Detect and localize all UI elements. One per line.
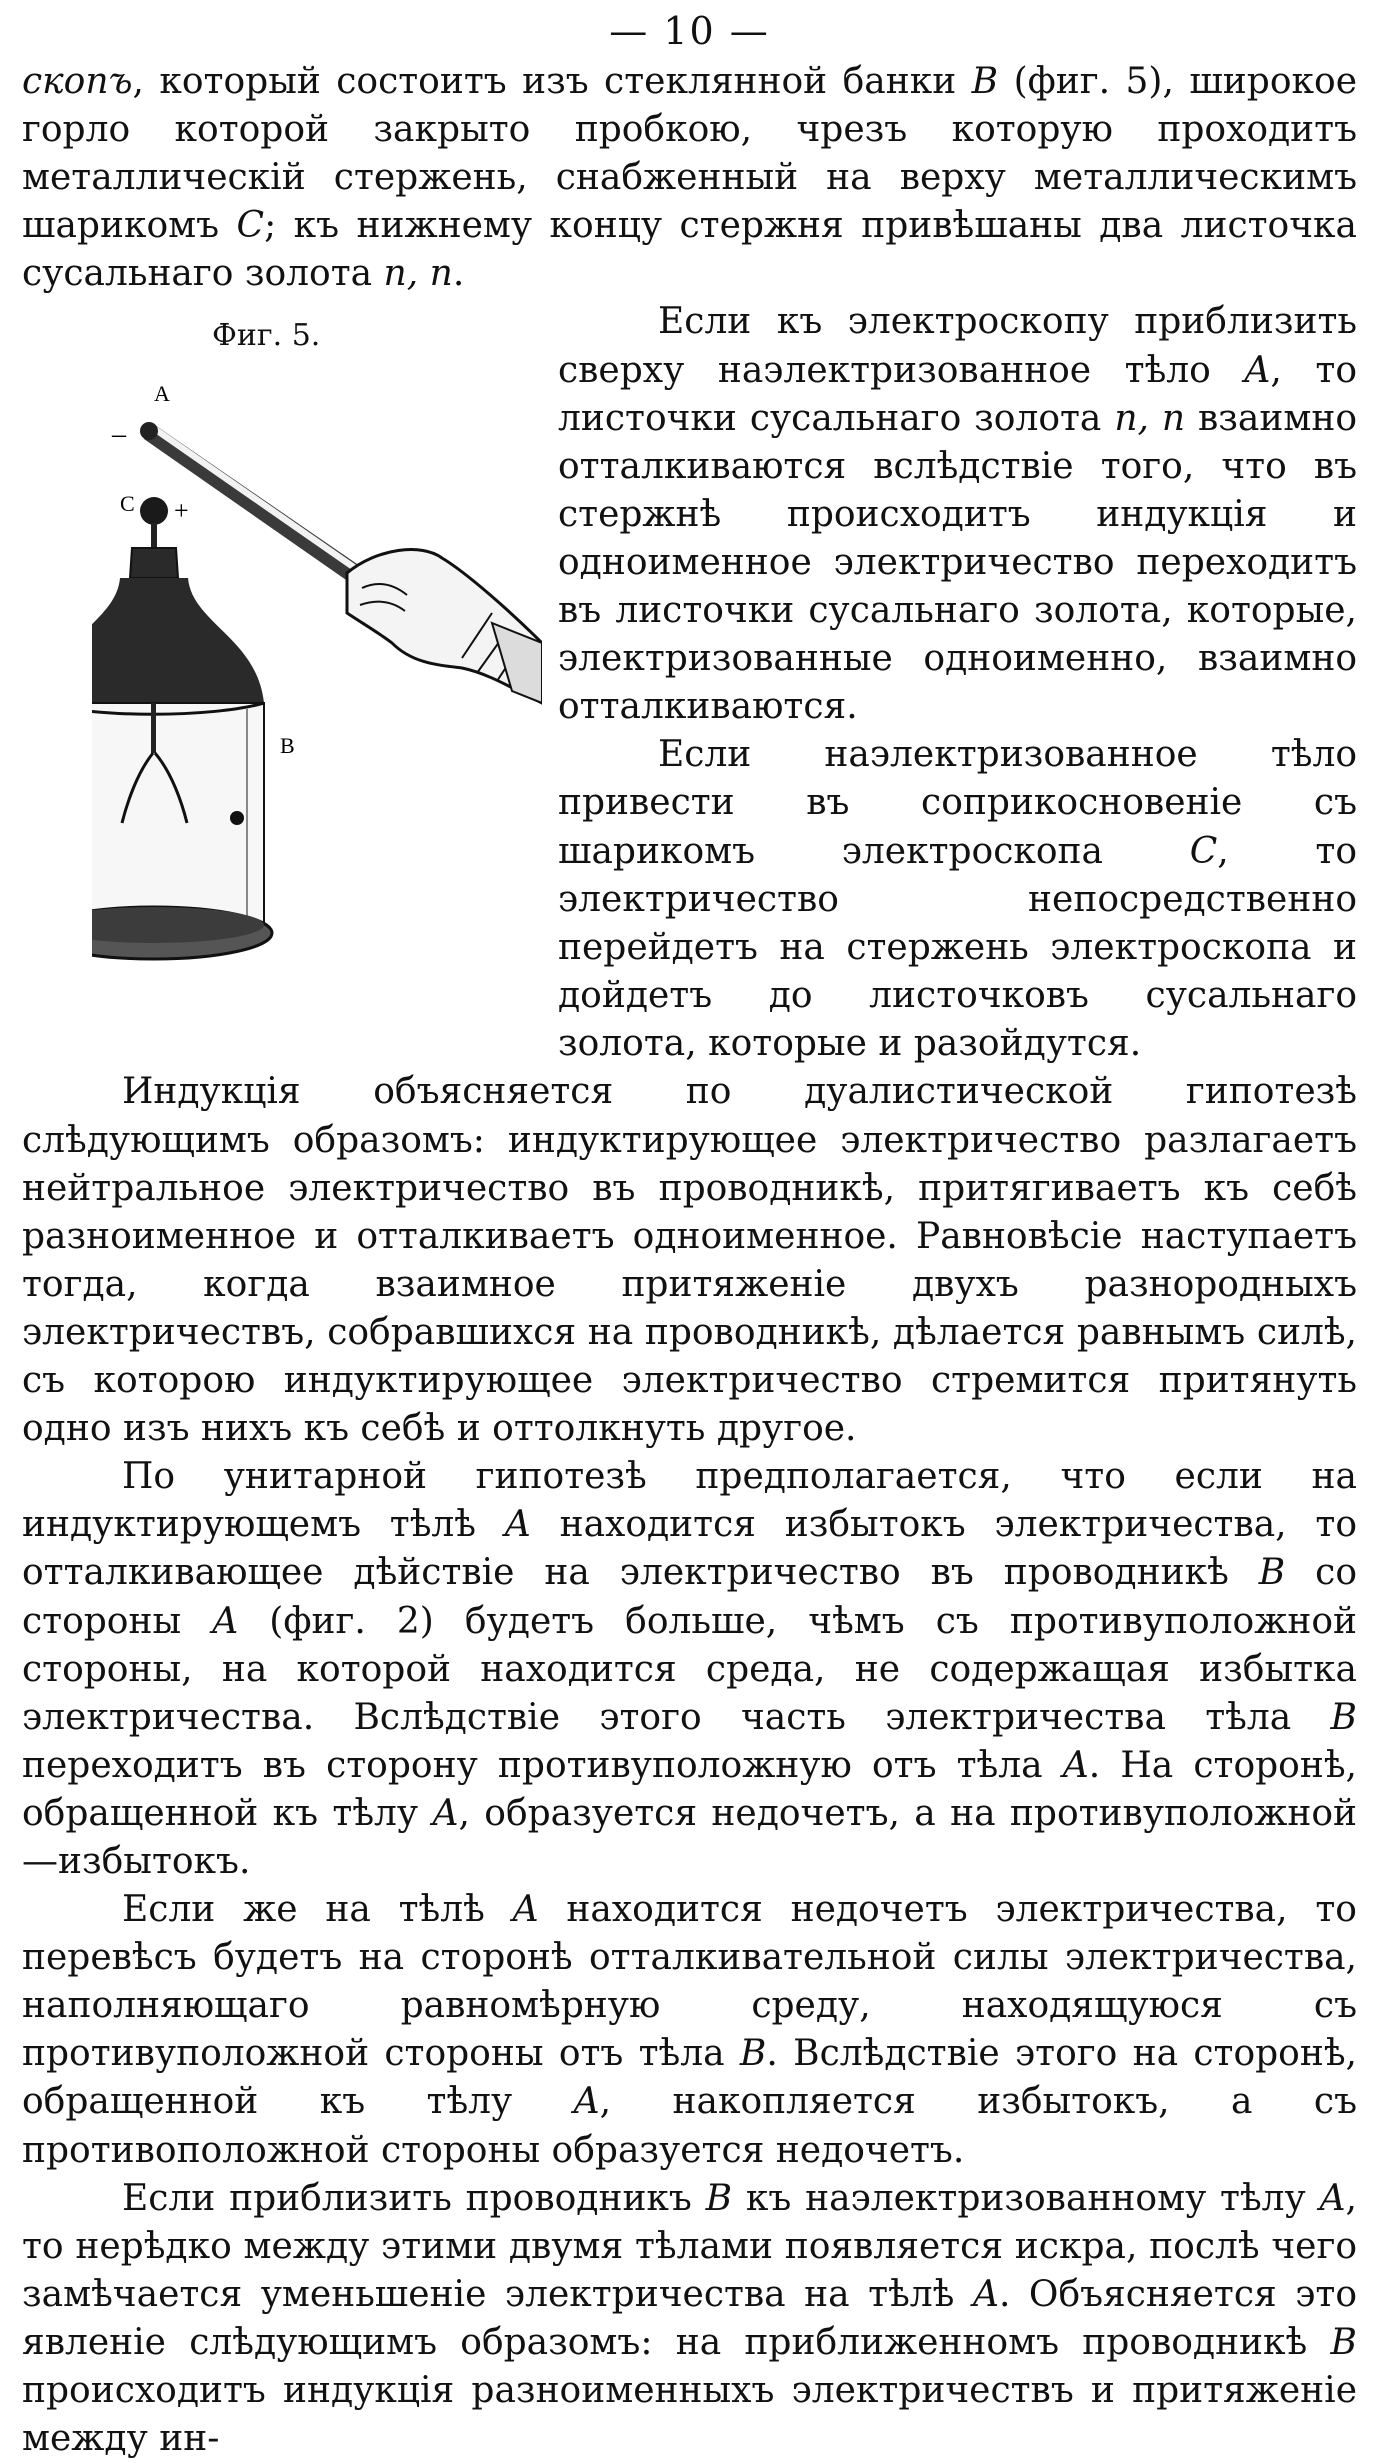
paragraph-2: Если къ электроскопу приблизить сверху наэлектризованное тѣло A, то листочки сусальнаго золота n, n взаимно отталкиваются вслѣдствіе того, что въ стержнѣ происходитъ индукція и одноименное электричество переходитъ въ листочки сусальнаго золота, которые, электризованные одноименно, взаимно отталкиваются. [558, 301, 1357, 728]
label-b: B [280, 733, 295, 759]
figure-caption: Фиг. 5. [212, 318, 321, 354]
figure-side-text [542, 298, 1357, 1068]
side-electrode-right [230, 811, 244, 825]
paragraph-6: Если же на тѣлѣ A находится недочетъ электричества, то перевѣсъ будетъ на сторонѣ отталкивательной силы электричества, наполняющаго равномѣрную среду, находящуюся съ противуположной стороны отъ тѣла B. Вслѣдствіе этого на сторонѣ, обращенной къ тѣлу A, накопляется избытокъ, а съ противоположной стороны образуется недочетъ. [22, 1889, 1358, 2171]
inner-rod [151, 703, 156, 753]
electroscope-illustration [92, 373, 542, 1003]
metal-ball [140, 497, 168, 525]
label-c: C [120, 491, 135, 517]
stopper [130, 548, 178, 578]
paragraph-4: Индукція объясняется по дуалистической гипотезѣ слѣдующимъ образомъ: индуктирующее электричество разлагаетъ нейтральное электричество въ проводникѣ, притягиваетъ къ себѣ разноименное и отталкиваетъ одноименное. Равновѣсіе наступаетъ тогда, когда взаимное притяженіе двухъ разнородныхъ электричествъ, собравшихся на проводникѣ, дѣлается равнымъ силѣ, съ которою индуктирующее электричество стремится притянуть одно изъ нихъ къ себѣ и оттолкнуть другое. [22, 1071, 1357, 1450]
figure-5 [22, 298, 542, 1068]
paragraph-1: скопъ, который состоитъ изъ стеклянной банки B (фиг. 5), широкое горло которой закрыто пробкою, чрезъ которую проходитъ металлическій стержень, снабженный на верху металлическимъ шарикомъ C; къ нижнему концу стержня привѣшаны два листочка сусальнаго золота n, n. [22, 61, 1357, 295]
figure-block [22, 298, 1357, 1068]
label-a: A [154, 381, 170, 407]
hand-illustration [347, 550, 542, 703]
glass-jar [92, 578, 267, 933]
label-minus: – [112, 419, 126, 451]
label-plus: + [174, 496, 189, 526]
paragraph-3: Если наэлектризованное тѣло привести въ соприкосновеніе съ шарикомъ электроскопа C, то электричество непосредственно перейдетъ на стержень электроскопа и дойдетъ до листочковъ сусальнаго золота, которые и разойдутся. [558, 734, 1357, 1064]
paragraph-5: По унитарной гипотезѣ предполагается, что если на индуктирующемъ тѣлѣ A находится избытокъ электричества, то отталкивающее дѣйствіе на электричество въ проводникѣ B со стороны A (фиг. 2) будетъ больше, чѣмъ съ противуположной стороны, на которой находится среда, не содержащая избытка электричества. Вслѣдствіе этого часть электричества тѣла B переходитъ въ сторону противуположную отъ тѣла A. На сторонѣ, обращенной къ тѣлу A, образуется недочетъ, а на противуположной—избытокъ. [22, 1456, 1358, 1882]
word-fragment: скопъ [22, 61, 133, 102]
page-number: — 10 — [609, 9, 770, 53]
paragraph-7: Если приблизить проводникъ B къ наэлектризованному тѣлу A, то нерѣдко между этими двумя тѣлами появляется искра, послѣ чего замѣчается уменьшеніе электричества на тѣлѣ A. Объясняется это явленіе слѣдующимъ образомъ: на приближенномъ проводникѣ B происходитъ индукція разноименныхъ электричествъ и притяженіе между ин- [22, 2177, 1357, 2460]
